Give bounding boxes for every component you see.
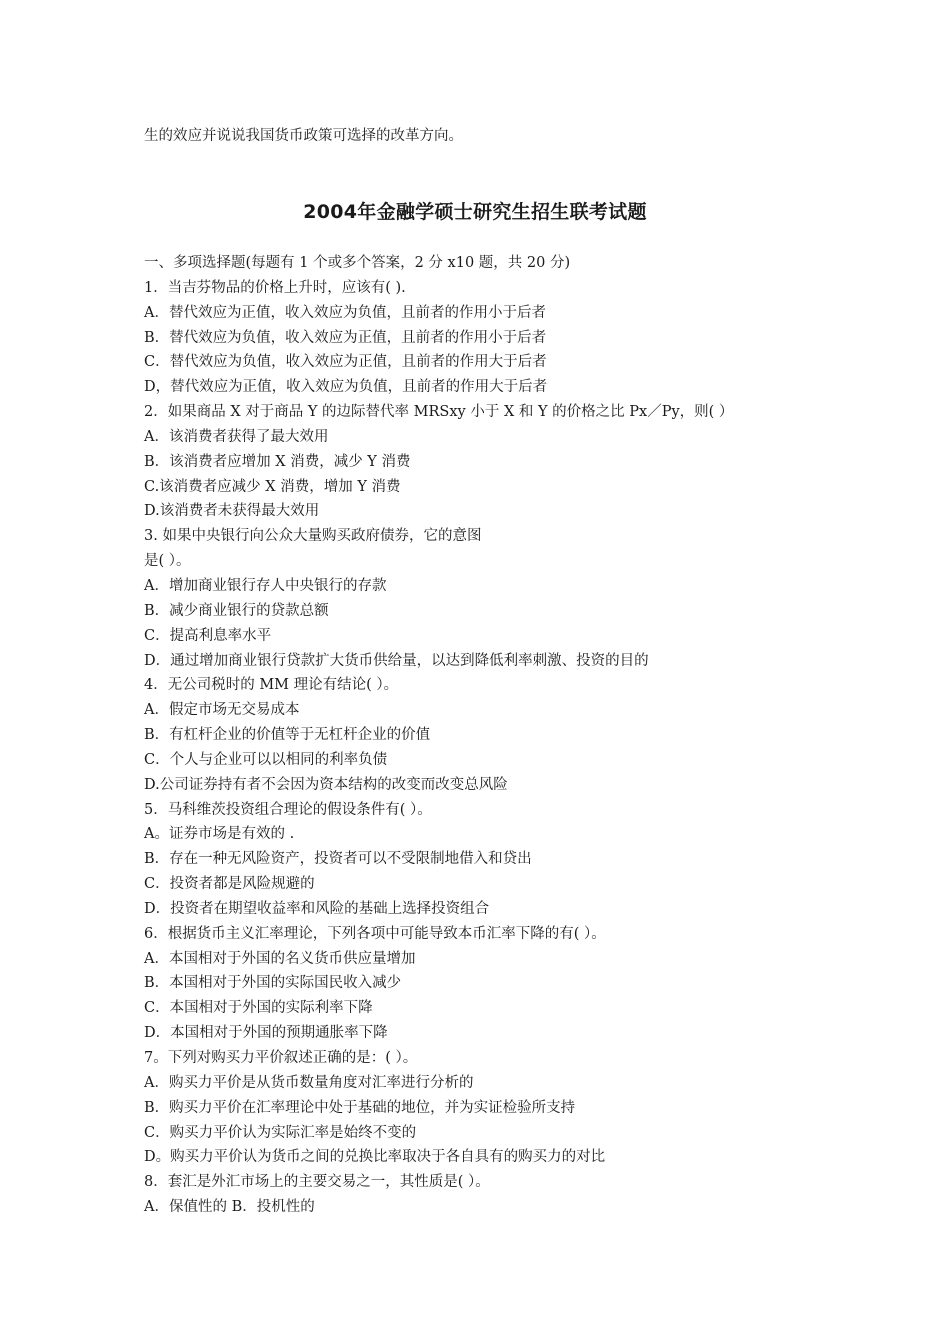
question-8: 8．套汇是外汇市场上的主要交易之一，其性质是( ）。 bbox=[144, 1174, 490, 1191]
option-line: D．投资者在期望收益率和风险的基础上选择投资组合 bbox=[144, 900, 490, 917]
option-line: C．替代效应为负值，收入效应为正值，且前者的作用大于后者 bbox=[144, 354, 547, 371]
option-line: A．本国相对于外国的名义货币供应量增加 bbox=[144, 950, 416, 967]
question-3-continued: 是( ）。 bbox=[144, 553, 191, 570]
option-line: D.该消费者未获得最大效用 bbox=[144, 503, 320, 520]
option-line: C.该消费者应减少 X 消费，增加 Y 消费 bbox=[144, 478, 401, 495]
intro-text: 生的效应并说说我国货币政策可选择的改革方向。 bbox=[144, 128, 463, 144]
page-title: 2004年金融学硕士研究生招生联考试题 bbox=[303, 201, 647, 223]
option-line: B．存在一种无风险资产，投资者可以不受限制地借入和贷出 bbox=[144, 851, 532, 868]
option-line: D．通过增加商业银行贷款扩大货币供给量，以达到降低利率刺激、投资的目的 bbox=[144, 652, 649, 669]
exam-content bbox=[144, 251, 864, 1220]
option-line: A．替代效应为正值，收入效应为负值，且前者的作用小于后者 bbox=[144, 304, 546, 321]
option-line: B．替代效应为负值，收入效应为正值，且前者的作用小于后者 bbox=[144, 329, 547, 346]
question-3: 3. 如果中央银行向公众大量购买政府债券，它的意图 bbox=[144, 528, 482, 545]
option-line: A．购买力平价是从货币数量角度对汇率进行分析的 bbox=[144, 1074, 474, 1091]
option-line: C．购买力平价认为实际汇率是始终不变的 bbox=[144, 1124, 417, 1141]
option-line: D。购买力平价认为货币之间的兑换比率取决于各自具有的购买力的对比 bbox=[144, 1149, 606, 1166]
question-7: 7。下列对购买力平价叙述正确的是：( ）。 bbox=[144, 1050, 418, 1066]
option-line: C．个人与企业可以以相同的利率负债 bbox=[144, 751, 388, 768]
option-line: D，替代效应为正值，收入效应为负值，且前者的作用大于后者 bbox=[144, 379, 548, 396]
option-line: C．提高利息率水平 bbox=[144, 627, 272, 644]
option-line: C．投资者都是风险规避的 bbox=[144, 876, 315, 893]
question-1: 1．当吉芬物品的价格上升时，应该有( ). bbox=[144, 279, 406, 296]
option-line: A．该消费者获得了最大效用 bbox=[144, 428, 329, 445]
question-6: 6．根据货币主义汇率理论，下列各项中可能导致本币汇率下降的有( ）。 bbox=[144, 925, 606, 942]
option-line: B．本国相对于外国的实际国民收入减少 bbox=[144, 975, 402, 992]
option-line: A．保值性的 B．投机性的 bbox=[144, 1199, 315, 1216]
option-line: C．本国相对于外国的实际利率下降 bbox=[144, 1000, 373, 1017]
option-line: A。证券市场是有效的 . bbox=[144, 826, 295, 843]
option-line: B．该消费者应增加 X 消费，减少 Y 消费 bbox=[144, 453, 411, 470]
question-5: 5．马科维茨投资组合理论的假设条件有( ）。 bbox=[144, 801, 432, 818]
question-2: 2．如果商品 X 对于商品 Y 的边际替代率 MRSxy 小于 X 和 Y 的价格之比 Px／Py，则( ） bbox=[144, 404, 734, 421]
option-line: A．增加商业银行存人中央银行的存款 bbox=[144, 577, 387, 594]
question-4: 4．无公司税时的 MM 理论有结论( ）。 bbox=[144, 677, 399, 694]
option-line: D.公司证券持有者不会因为资本结构的改变而改变总风险 bbox=[144, 776, 508, 793]
section-heading: 一、多项选择题(每题有 1 个或多个答案，2 分 x10 题，共 20 分) bbox=[144, 255, 571, 271]
option-line: A．假定市场无交易成本 bbox=[144, 702, 300, 719]
option-line: B．减少商业银行的贷款总额 bbox=[144, 602, 329, 619]
option-line: B．有杠杆企业的价值等于无杠杆企业的价值 bbox=[144, 727, 431, 744]
option-line: D．本国相对于外国的预期通胀率下降 bbox=[144, 1025, 388, 1042]
option-line: B．购买力平价在汇率理论中处于基础的地位，并为实证检验所支持 bbox=[144, 1099, 576, 1116]
